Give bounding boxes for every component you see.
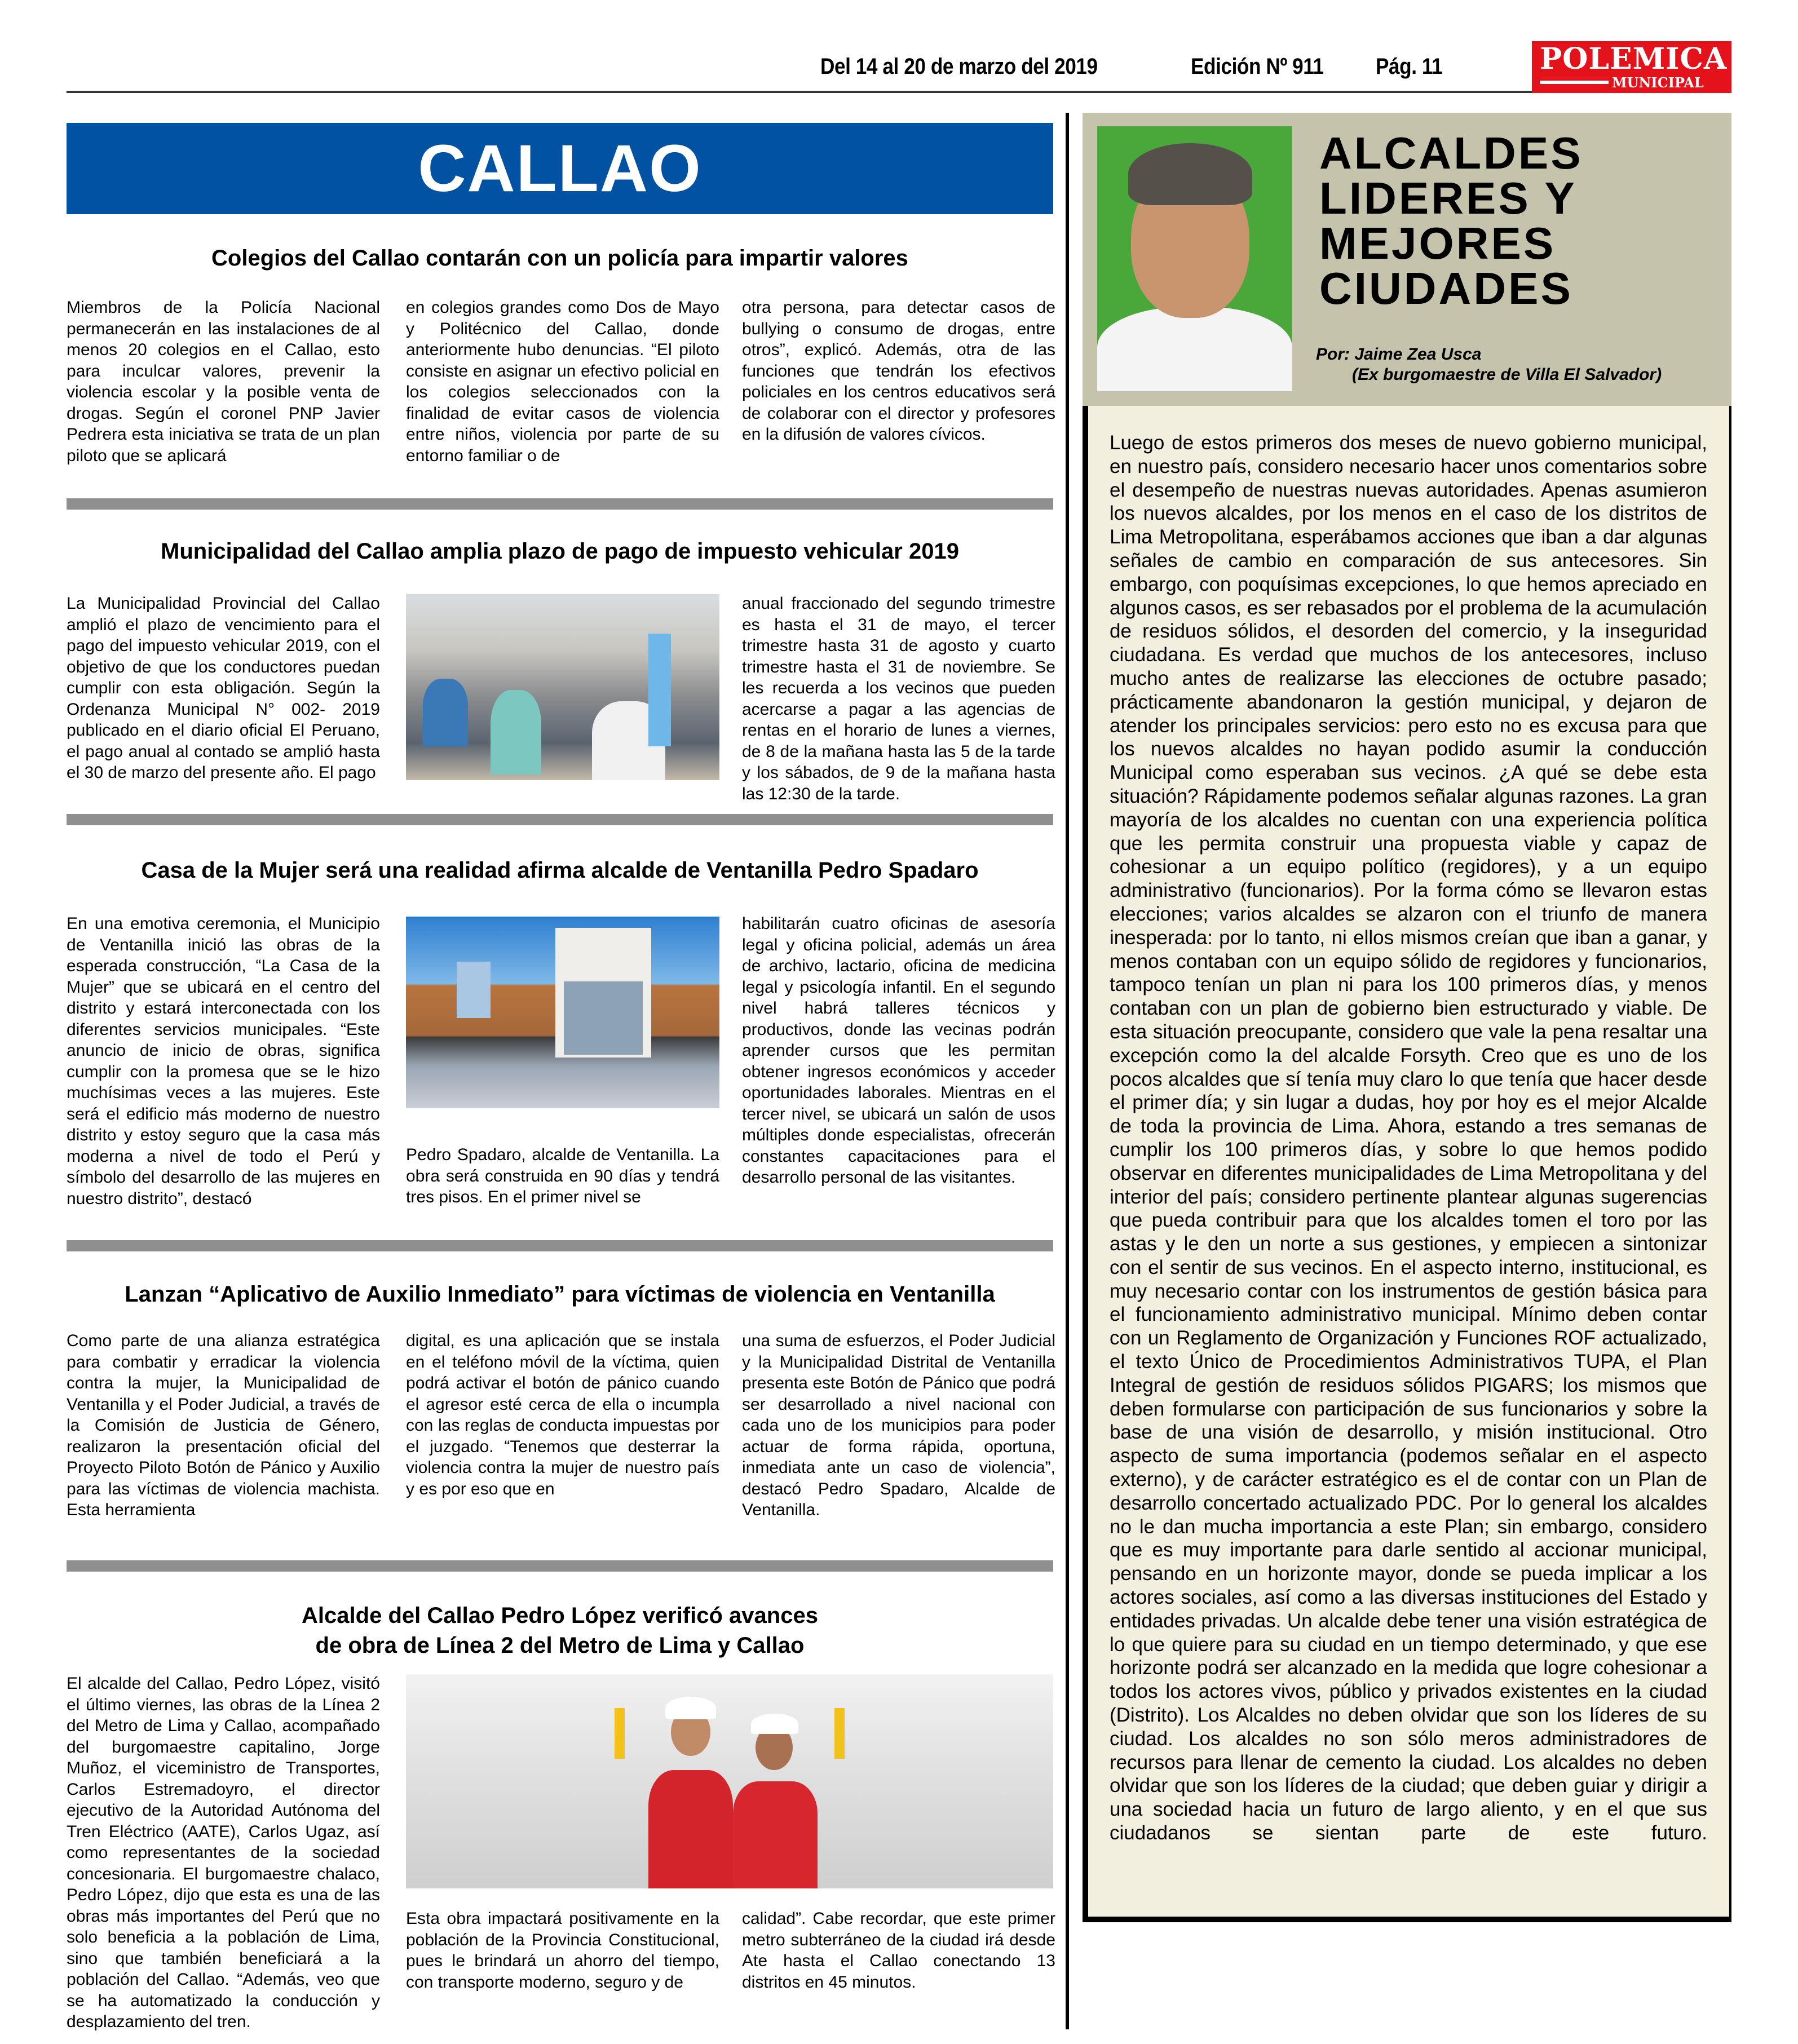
article-5-headline-line-2: de obra de Línea 2 del Metro de Lima y Callao <box>315 1633 805 1658</box>
article-2-col-1: La Municipalidad Provincial del Callao amplió el plazo de vencimiento para el pago del impuesto vehicular 2019, con el objetivo de que los conductores puedan cumplir con esta obligación. Según la Ordenanza Municipal N° 002- 2019 publicado en el diario oficial El Peruano, el pago anual al contado se amplió hasta el 30 de marzo del presente año. El pago <box>67 594 380 782</box>
page-number: Pág. 11 <box>1376 54 1443 79</box>
opinion-byline-role: (Ex burgomaestre de Villa El Salvador) <box>1352 365 1662 384</box>
article-1-headline: Colegios del Callao contarán con un policía para impartir valores <box>211 246 908 271</box>
article-4-col-2: digital, es una aplicación que se instala en el teléfono móvil de la víctima, quien podrá activar el botón de pánico cuando el agresor esté cerca de ella o incumpla con las reglas de conducta impuestas por el juzgado. “Tenemos que desterrar la violencia contra la mujer de nuestro país y es por eso que en <box>406 1331 719 1498</box>
article-3-col-3: habilitarán cuatro oficinas de asesoría legal y oficina policial, además un área de archivo, lactario, oficina de medicina legal y psicología infantil. En el segundo nivel habrá talleres técnicos y productivos, donde las vecinas podrán aprender cursos que les permitan obtener ingresos económicos y acceder oportunidades laborales. Mientras en el tercer nivel, se ubicará un salón de usos múltiples donde especialistas, ofrecerán constantes capacitaciones para el desarrollo personal de las visitantes. <box>742 914 1055 1187</box>
opinion-title-line: LIDERES Y <box>1319 173 1577 223</box>
logo-bar <box>1540 81 1609 84</box>
article-4-col-1: Como parte de una alianza estratégica para combatir y erradicar la violencia contra la mujer, la Municipalidad de Ventanilla y el Poder Judicial, a través de la Comisión de Justicia de Género, realizaron la presentación oficial del Proyecto Piloto Botón de Pánico y Auxilio para las víctimas de violencia machista. Esta herramienta <box>67 1331 380 1519</box>
opinion-body-text: Luego de estos primeros dos meses de nuevo gobierno municipal, en nuestro país, considero necesario hacer unos comentarios sobre el desempeño de nuestras nuevas autoridades. Apenas asumieron los nuevos alcaldes, por los menos en el caso de los distritos de Lima Metropolitana, esperábamos acciones que iban a dar algunas señales de cambio en comparación de sus antecesores. Sin embargo, con poquísimas excepciones, lo que hemos apreciado en algunos casos, es ser rebasados por el problema de la acumulación de residuos sólidos, el desorden del comercio, y la inseguridad ciudadana. Es verdad que muchos de los antecesores, incluso mucho antes de realizarse las elecciones de octubre pasado; prácticamente abandonaron la gestión municipal, y dejaron de atender los principales servicios: pero esto no es excusa para que los nuevos alcaldes no hayan podido asumir la conducción Municipal como esperaban sus vecinos. ¿A qué se debe esta situación? Rápidamente podemos señalar algunas razones. La gran mayoría de los alcaldes no cuentan con una experiencia política que les permita construir una propuesta viable y capaz de cohesionar a un equipo político (regidores), y a un equipo administrativo (funcionarios). Por la forma cómo se llevaron estas elecciones; varios alcaldes se alzaron con el triunfo de manera inesperada: por lo tanto, ni ellos mismos creían que iban a ganar, y menos contaban con un equipo sólido de regidores y funcionarios, tampoco tenían un plan ni para los 100 primeros días, y menos contaban con un plan de gobierno bien estructurado y viable. De esta situación preocupante, considero que vale la pena resaltar una excepción como la del alcalde Forsyth. Creo que es uno de los pocos alcaldes que sí tenía muy claro lo que tenía que hacer desde el primer día; y sin lugar a dudas, hoy por hoy es el mejor Alcalde de toda la provincia de Lima. Ahora, estando a tres semanas de cumplir los 100 primeros días, y sobre lo que hemos podido observar en diferentes municipalidades de Lima Metropolitana y del interior del país; considero pertinente plantear algunas sugerencias que pueda contribuir para que los alcaldes tomen el toro por las astas y le den un norte a sus gestiones, y empiecen a sintonizar con el sentir de sus vecinos. En el aspecto interno, institucional, es muy necesario contar con los instrumentos de gestión básica para el funcionamiento administrativo municipal. Mínimo deben contar con un Reglamento de Organización y Funciones ROF actualizado, el texto Único de Procedimientos Administrativos TUPA, el Plan Integral de gestión de residuos sólidos PIGARS; los mismos que deben formularse con participación de sus funcionarios y sobre la base de una visión de desarrollo, y misión institucional. Otro aspecto de suma importancia (podemos señalar en el aspecto externo), y de carácter estratégico es el de contar con un Plan de desarrollo concertado actualizado PDC. Por lo general los alcaldes no le dan mucha importancia a este Plan; sin embargo, considero que es muy importante para darle sentido al accionar municipal, pensando en un horizonte mayor, donde se pueda implicar a los actores sociales, así como a las diversas instituciones del Estado y entidades privadas. Un alcalde debe tener una visión estratégica de lo que quiere para su ciudad en un tiempo determinado, y que ese horizonte podrá ser alcanzado en la medida que logre cohesionar a todos los actores vivos, público y privados existentes en la ciudad (Distrito). Los Alcaldes no deben olvidar que son los líderes de su ciudad. Los alcaldes no son sólo meros administradores de recursos para llenar de cemento la ciudad. Los alcaldes no deben olvidar que son los líderes de la ciudad; que deben guiar y dirigir a una sociedad hacia un futuro de largo aliento, y en el que sus ciudadanos se sientan parte de este futuro. <box>1110 432 1707 1844</box>
article-1-col-3: otra persona, para detectar casos de bullying o consumo de drogas, entre otros”, explicó. Además, otra de las funciones que tendrán los efectivos policiales en los centros educativos será de colaborar con el director y profesores en la difusión de valores cívicos. <box>742 298 1055 444</box>
author-portrait-photo <box>1097 126 1292 391</box>
building-rendering-photo <box>406 917 719 1108</box>
article-separator <box>67 814 1053 825</box>
article-5-col-1: El alcalde del Callao, Pedro López, visitó el último viernes, las obras de la Línea 2 del Metro de Lima y Callao, acompañado del burgomaestre capitalino, Jorge Muñoz, el viceministro de Transportes, Carlos Estremadoyro, el director ejecutivo de la Autoridad Autónoma del Tren Eléctrico (AATE), Carlos Ugaz, así como representantes de la sociedad concesionaria. El burgomaestre chalaco, Pedro López, dijo que esta es una de las obras más importantes del Perú que no solo beneficia a la población de Lima, sino que también beneficiará a la población del Callao. “Además, veo que se ha automatizado la conducción y desplazamiento del tren. <box>67 1674 380 2031</box>
article-1-col-1: Miembros de la Policía Nacional permanecerán en las instalaciones de al menos 20 colegios en el Callao, esto para inculcar valores, prevenir la violencia escolar y la posible venta de drogas. Según el coronel PNP Javier Pedrera esta iniciativa se trata de un plan piloto que se aplicará <box>67 298 380 465</box>
article-5-col-3: calidad”. Cabe recordar, que este primer metro subterráneo de la ciudad irá desde Ate hasta el Callao conectando 13 distritos en 45 minutos. <box>742 1909 1055 1992</box>
opinion-byline: Por: Jaime Zea Usca <box>1316 345 1482 364</box>
edition-number: Edición Nº 911 <box>1191 54 1324 79</box>
article-3-photo-caption: Pedro Spadaro, alcalde de Ventanilla. La obra será construida en 90 días y tendrá tres pisos. En el primer nivel se <box>406 1145 719 1206</box>
office-counter-photo <box>406 594 719 780</box>
opinion-title-line: CIUDADES <box>1319 263 1573 313</box>
article-separator <box>67 1240 1053 1251</box>
article-1-col-2: en colegios grandes como Dos de Mayo y Politécnico del Callao, donde anteriormente hubo denuncias. “El piloto consiste en asignar un efectivo policial en los colegios seleccionados con la finalidad de evitar casos de violencia entre niños, violencia por parte de su entorno familiar o de <box>406 298 719 465</box>
article-5-col-2: Esta obra impactará positivamente en la población de la Provincia Constitucional, pues le brindará un ahorro del tiempo, con transporte moderno, seguro y de <box>406 1909 719 1992</box>
opinion-title-line: ALCALDES <box>1319 128 1583 178</box>
article-2-col-2: anual fraccionado del segundo trimestre es hasta el 31 de mayo, el tercer trimestre hasta 31 de agosto y cuarto trimestre hasta el 31 de noviembre. Se les recuerda a los vecinos que pueden acercarse a pagar a las agencias de rentas en el horario de lunes a viernes, de 8 de la mañana hasta las 5 de la tarde y los sábados, de 9 de la mañana hasta las 12:30 de la tarde. <box>742 594 1055 803</box>
logo-title: POLEMICA <box>1540 42 1728 76</box>
issue-date: Del 14 al 20 de marzo del 2019 <box>820 54 1098 79</box>
article-4-headline: Lanzan “Aplicativo de Auxilio Inmediato” para víctimas de violencia en Ventanilla <box>125 1282 995 1307</box>
article-3-headline: Casa de la Mujer será una realidad afirma alcalde de Ventanilla Pedro Spadaro <box>141 858 979 883</box>
section-banner: CALLAO <box>67 123 1053 214</box>
masthead-rule <box>67 91 1532 93</box>
article-5-headline-line-1: Alcalde del Callao Pedro López verificó avances <box>302 1603 818 1628</box>
article-3-col-1: En una emotiva ceremonia, el Municipio de Ventanilla inició las obras de la esperada construcción, “La Casa de la Mujer” que se ubicará en el centro del distrito y estará interconectada con los diferentes servicios municipales. “Este anuncio de inicio de obras, significa cumplir con la promesa que se le hizo muchísimas veces a las mujeres. Este será el edificio más moderno de nuestro distrito y estoy seguro que la casa más moderna a nivel de todo el Perú y símbolo del desarrollo de las mujeres en nuestro distrito”, destacó <box>67 914 380 1208</box>
article-2-headline: Municipalidad del Callao amplia plazo de pago de impuesto vehicular 2019 <box>161 539 959 564</box>
opinion-title-line: MEJORES <box>1319 218 1556 268</box>
opinion-title <box>1319 128 1583 313</box>
column-divider <box>1066 113 1069 2029</box>
article-4-col-3: una suma de esfuerzos, el Poder Judicial y la Municipalidad Distrital de Ventanilla presenta este Botón de Pánico que podrá ser desarrollado a nivel nacional con cada uno de los municipios para poder actuar de forma rápida, oportuna, inmediata ante un caso de violencia”, destacó Pedro Spadaro, Alcalde de Ventanilla. <box>742 1331 1055 1519</box>
metro-train-photo <box>406 1674 1053 1888</box>
newspaper-logo <box>1532 41 1731 93</box>
logo-subtitle: MUNICIPAL <box>1612 74 1704 91</box>
article-separator <box>67 498 1053 510</box>
article-separator <box>67 1560 1053 1572</box>
